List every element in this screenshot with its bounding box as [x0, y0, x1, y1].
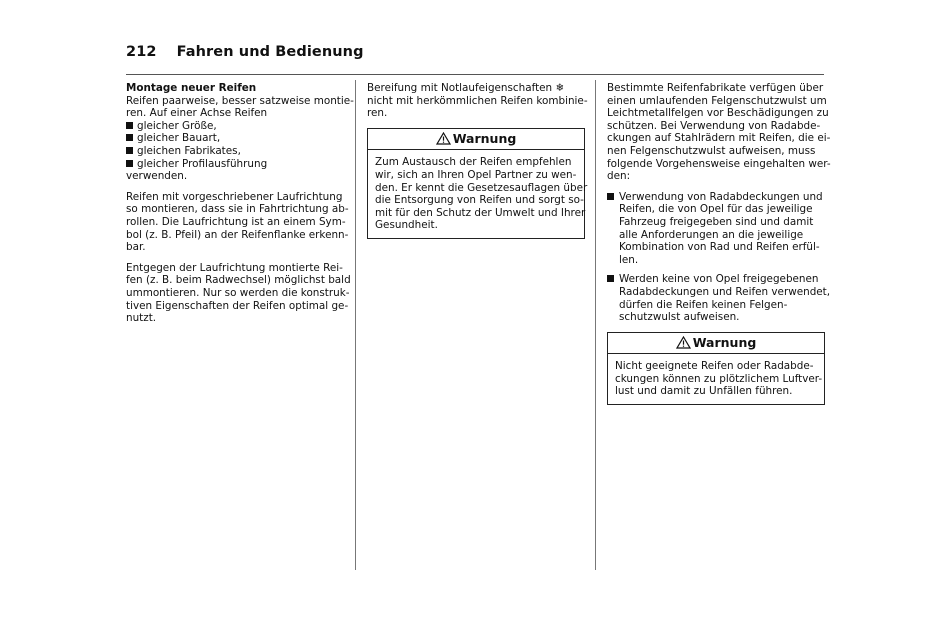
list-item: gleicher Profilausführung: [126, 158, 348, 171]
column-2: [367, 82, 588, 249]
warning-triangle-icon: [676, 336, 691, 349]
warning-triangle-icon: [436, 132, 451, 145]
list-item: Werden keine von Opel freigegebenen Radabdeckungen und Reifen verwendet, dürfen die Reifen keinen Felgen- schutzwulst aufweisen.: [607, 273, 825, 323]
bullet-square-icon: [607, 193, 614, 200]
bullet-square-icon: [126, 122, 133, 129]
text-line: verwenden.: [126, 170, 188, 183]
bullet-square-icon: [607, 275, 614, 282]
section-title: Fahren und Bedienung: [176, 44, 364, 60]
column-divider-1: [355, 80, 356, 570]
bullet-square-icon: [126, 147, 133, 154]
text-line: ren. Auf einer Achse Reifen: [126, 107, 268, 120]
text-line: Reifen paarweise, besser satzweise montie-: [126, 94, 354, 107]
column-1: [126, 82, 354, 333]
snowflake-icon: ❄: [555, 82, 565, 94]
column-divider-2: [595, 80, 596, 570]
warning-body: Nicht geeignete Reifen oder Radabde- ckungen können zu plötzlichem Luftver- lust und damit zu Unfällen führen.: [615, 360, 823, 398]
page-header: [126, 44, 364, 60]
warning-header: [368, 129, 584, 151]
page-number: 212: [126, 44, 157, 60]
bullet-list: [607, 190, 831, 324]
subheading: Montage neuer Reifen: [126, 82, 257, 94]
bullet-square-icon: [126, 160, 133, 167]
header-rule: [126, 74, 824, 75]
column-3: [607, 82, 831, 415]
list-item: Verwendung von Radabdeckungen und Reifen, die von Opel für das jeweilige Fahrzeug freigegeben sind und damit alle Anforderungen an die jeweilige Kombination von Rad und Reifen erfül- len.: [607, 191, 825, 267]
list-item: gleicher Größe,: [126, 120, 348, 133]
bullet-square-icon: [126, 134, 133, 141]
warning-box: [367, 128, 588, 239]
list-item: gleicher Bauart,: [126, 132, 348, 145]
paragraph: Reifen mit vorgeschriebener Laufrichtung so montieren, dass sie in Fahrtrichtung ab- rollen. Die Laufrichtung ist an einem Sym- bol (z. B. Pfeil) an der Reifenflanke erkenn- bar.: [126, 190, 349, 254]
paragraph: Entgegen der Laufrichtung montierte Rei- fen (z. B. beim Radwechsel) möglichst bald ummontieren. Nur so werden die konstruk- tiven Eigenschaften der Reifen optimal ge- nutzt.: [126, 261, 351, 325]
warning-title: Warnung: [692, 334, 757, 350]
paragraph: Bestimmte Reifenfabrikate verfügen über einen umlaufenden Felgenschutzwulst um Leichtmetallfelgen vor Beschädigungen zu schützen. Bei Verwendung von Radabde- ckungen auf Stahlrädern mit Reifen, die ei- nen Felgenschutzwulst aufweisen, muss folgende Vorgehensweise eingehalten wer- den:: [607, 82, 831, 183]
warning-title: Warnung: [452, 130, 517, 146]
paragraph: Bereifung mit Notlaufeigenschaften ❄ nicht mit herkömmlichen Reifen kombinie- ren.: [367, 82, 588, 120]
list-item: gleichen Fabrikates,: [126, 145, 348, 158]
warning-box: [607, 332, 825, 405]
warning-body: Zum Austausch der Reifen empfehlen wir, sich an Ihren Opel Partner zu wen- den. Er kennt die Gesetzesauflagen über die Entsorgung von Reifen und sorgt so- mit für den Schutz der Umwelt und Ihrer Gesundheit.: [375, 156, 588, 232]
warning-header: [608, 333, 824, 355]
